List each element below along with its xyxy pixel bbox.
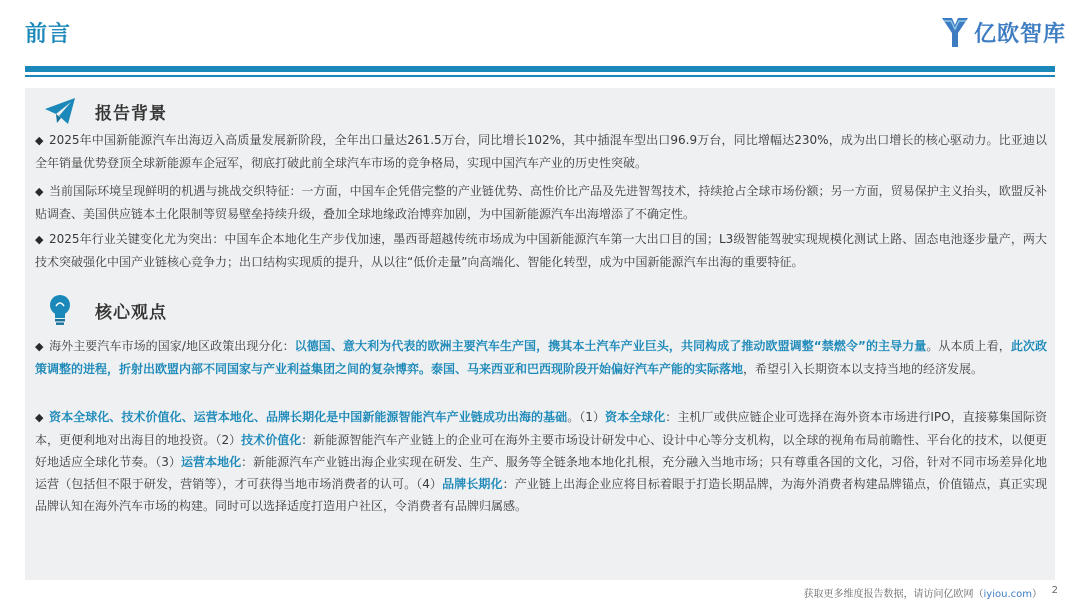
views-point-1-highlight: 以德国、意大利为代表的欧洲主要汽车生产国，携其本土汽车产业巨头，共同构成了推动欧盟调整“禁燃令”的主导力量 [294,339,927,353]
keyword-technology: 技术价值化 [241,433,302,447]
views-point-1-text: 海外主要汽车市场的国家/地区政策出现分化： [49,339,295,353]
diamond-bullet-icon: ◆ [35,411,44,424]
content-panel [25,88,1055,580]
views-point-2-text: ：产业链上出海企业应将目标着眼于打造长期品牌，为海外消费者构建品牌锚点，价值锚点，真正实现品牌认知在海外汽车市场的构建。同时可以选择适度打造用户社区，令消费者有品牌归属感。 [35,477,1047,513]
background-bullet-text: 2025年中国新能源汽车出海迈入高质量发展新阶段，全年出口量达261.5万台，同比增长102%，其中插混车型出口96.9万台，同比增幅达230%，成为出口增长的核心驱动力。比亚迪以全年销量优势登顶全球新能源车企冠军，彻底打破此前全球汽车市场的竞争格局，实现中国汽车产业的历史性突破。 [35,133,1047,170]
views-point-1-highlight: 此次政策调整的进程，折射出欧盟内部不同国家与产业利益集团之间的复杂博弈。泰国、马来西亚和巴西现阶段开始偏好汽车产能的实际落地 [35,339,1047,376]
diamond-bullet-icon: ◆ [35,233,44,246]
lightbulb-icon [43,293,77,327]
diamond-bullet-icon: ◆ [35,340,44,353]
views-point-2-text: ：主机厂或供应链企业可选择在海外资本市场进行IPO，直接募集国际资本，更便利地对出海目的地投资。（2） [35,410,1047,447]
keyword-capital: 资本全球化 [605,410,666,424]
page-title: 前言 [25,22,72,47]
views-point-2-text: ：新能源智能汽车产业链上的企业可在海外主要市场设计研发中心、设计中心等分支机构，以全球的视角布局前瞻性、平台化的技术，以便更好地适应全球化节奏。（3） [35,433,1047,469]
views-point-2-lead: 资本全球化、技术价值化、运营本地化、品牌长期化是中国新能源智能汽车产业链成功出海的基础 [49,410,568,424]
background-bullet [35,228,1047,273]
footer-note [804,585,1042,600]
diamond-bullet-icon: ◆ [35,134,44,147]
header-divider [25,66,1055,72]
background-bullet-text: 当前国际环境呈现鲜明的机遇与挑战交织特征：一方面，中国车企凭借完整的产业链优势、高性价比产品及先进智驾技术，持续抢占全球市场份额；另一方面，贸易保护主义抬头，欧盟反补贴调查、美国供应链本土化限制等贸易壁垒持续升级，叠加全球地缘政治博弈加剧，为中国新能源汽车出海增添了不确定性。 [35,184,1047,221]
logo-text: 亿欧智库 [974,21,1067,47]
section-header-views [43,293,167,327]
footer-note-suffix: ） [1032,589,1042,600]
header-divider-thin [25,75,1055,77]
page-number: 2 [1051,585,1058,596]
background-bullet [35,129,1047,174]
page-footer [0,580,1080,608]
views-point-1-text: 。从本质上看， [926,339,1011,353]
page-header [0,0,1080,72]
background-bullet [35,180,1047,225]
paper-plane-icon [43,94,77,128]
footer-site-link[interactable]: iyiou.com [983,589,1032,600]
section-header-background [43,94,167,128]
views-point-1 [35,335,1047,380]
footer-note-prefix: 获取更多维度报告数据，请访问亿欧网（ [803,589,984,600]
section-title-views: 核心观点 [95,302,167,323]
keyword-brand: 品牌长期化 [442,477,503,491]
logo-mark-icon [940,15,970,49]
views-point-2-text: ：新能源汽车产业链出海企业实现在研发、生产、服务等全链条地本地化扎根，充分融入当地市场；只有尊重各国的文化，习俗，针对不同市场差异化地运营（包括但不限于研发，营销等），才可获得当地市场消费者的认可。（4） [35,455,1047,491]
diamond-bullet-icon: ◆ [35,185,44,198]
views-point-2 [35,406,1047,517]
views-point-2-text: 。（1） [567,410,606,424]
background-bullet-text: 2025年行业关键变化尤为突出：中国车企本地化生产步伐加速，墨西哥超越传统市场成为中国新能源汽车第一大出口目的国；L3级智能驾驶实现规模化测试上路、固态电池逐步量产，两大技术突破强化中国产业链核心竞争力；出口结构实现质的提升，从以往“低价走量”向高端化、智能化转型，成为中国新能源汽车出海的重要特征。 [35,232,1047,269]
views-point-1-text: ，希望引入长期资本以支持当地的经济发展。 [743,362,984,376]
brand-logo [940,14,1066,50]
section-title-background: 报告背景 [95,103,167,124]
keyword-operations: 运营本地化 [181,455,242,469]
